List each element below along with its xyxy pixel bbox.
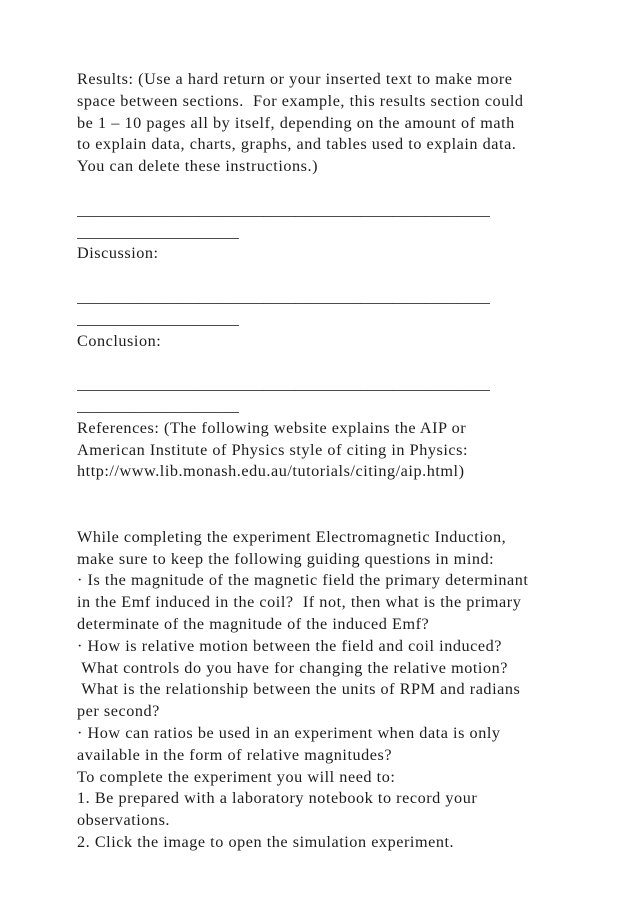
divider-rule: ___________________________________________________ [77, 375, 490, 394]
references-url: http://www.lib.monash.edu.au/tutorials/citing/aip.html) [77, 462, 465, 481]
spacer [77, 505, 577, 527]
divider-rule: ____________________ [77, 396, 239, 415]
bullet-line: · Is the magnitude of the magnetic field the primary determinant [77, 571, 529, 590]
guiding-questions-section [77, 527, 577, 854]
results-line: be 1 – 10 pages all by itself, depending on the amount of math [77, 113, 515, 132]
bullet-line: · How can ratios be used in an experiment when data is only [77, 723, 501, 742]
document-page [77, 69, 577, 854]
spacer [77, 352, 577, 374]
results-line: You can delete these instructions.) [77, 157, 319, 176]
references-line: American Institute of Physics style of citing in Physics: [77, 440, 469, 459]
divider-rule: ___________________________________________________ [77, 200, 490, 219]
divider-rule: ___________________________________________________ [77, 287, 490, 306]
references-section [77, 418, 577, 483]
divider-rule: ____________________ [77, 222, 239, 241]
body-line: make sure to keep the following guiding questions in mind: [77, 549, 495, 568]
spacer [77, 178, 577, 200]
results-section [77, 69, 577, 178]
spacer [77, 483, 577, 505]
spacer [77, 265, 577, 287]
divider-rule: ____________________ [77, 309, 239, 328]
body-line: in the Emf induced in the coil? If not, then what is the primary [77, 593, 522, 612]
body-line: observations. [77, 811, 171, 830]
numbered-item: 2. Click the image to open the simulation experiment. [77, 832, 455, 851]
numbered-item: 1. Be prepared with a laboratory notebook to record your [77, 789, 478, 808]
body-line: determinate of the magnitude of the induced Emf? [77, 614, 430, 633]
bullet-line: · How is relative motion between the field and coil induced? [77, 636, 502, 655]
body-line: What is the relationship between the units of RPM and radians [77, 680, 521, 699]
conclusion-heading: Conclusion: [77, 331, 162, 350]
results-line: space between sections. For example, this results section could [77, 91, 524, 110]
body-line: What controls do you have for changing the relative motion? [77, 658, 508, 677]
body-line: To complete the experiment you will need to: [77, 767, 396, 786]
body-line: available in the form of relative magnitudes? [77, 745, 393, 764]
body-line: per second? [77, 702, 160, 721]
discussion-heading: Discussion: [77, 244, 159, 263]
references-line: References: (The following website explains the AIP or [77, 418, 467, 437]
results-line: Results: (Use a hard return or your inserted text to make more [77, 70, 513, 88]
body-line: While completing the experiment Electromagnetic Induction, [77, 527, 507, 546]
results-line: to explain data, charts, graphs, and tables used to explain data. [77, 135, 517, 154]
